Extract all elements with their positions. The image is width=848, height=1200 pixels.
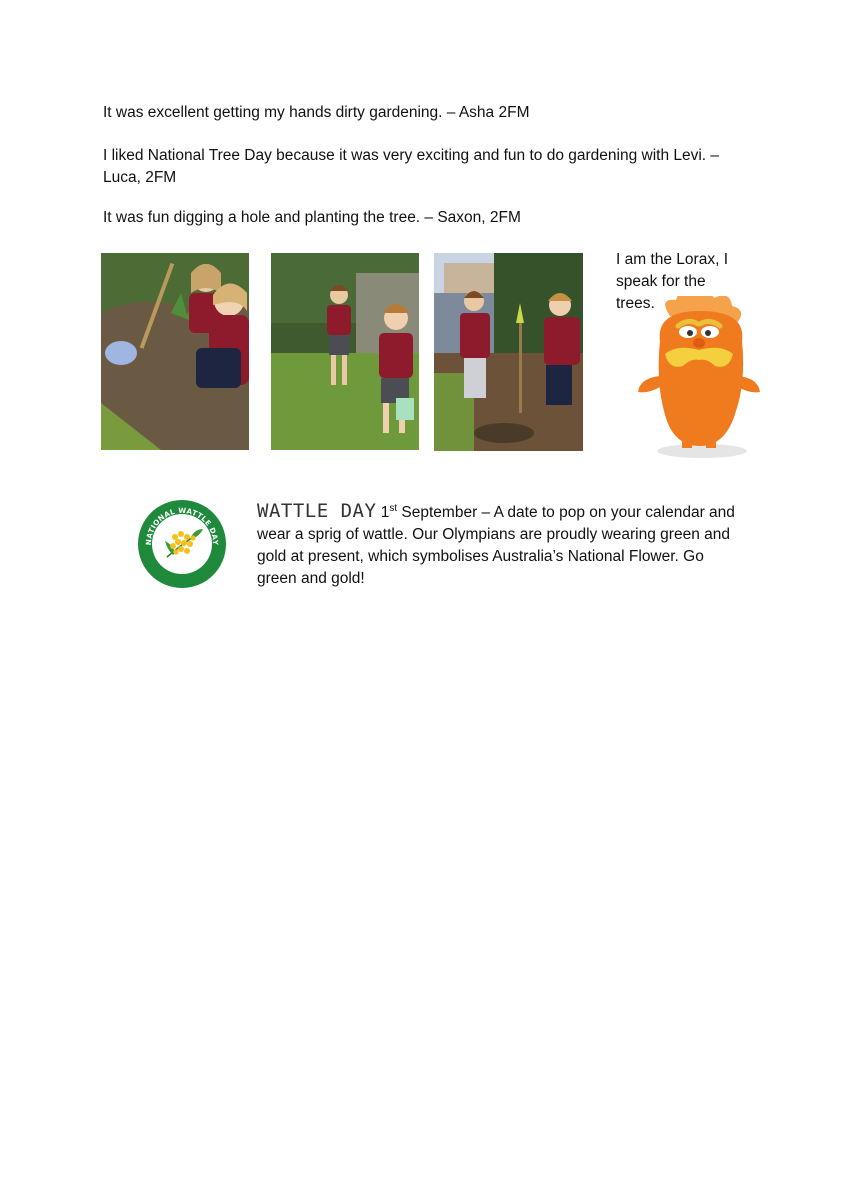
logo-ring-bottom-text: 1 September <box>159 555 205 572</box>
wattle-day-suffix: st <box>389 502 398 514</box>
wattle-day-paragraph <box>257 500 747 590</box>
quote-asha: It was excellent getting my hands dirty gardening. – Asha 2FM <box>103 104 530 121</box>
lorax-caption: I am the Lorax, I speak for the trees. <box>616 251 728 312</box>
logo-ring-top-text: NATIONAL WATTLE DAY <box>143 505 221 546</box>
wattle-day-body: September – A date to pop on your calendar and wear a sprig of wattle. Our Olympians are proudly wearing green and gold at present, which symbolises Australia’s National Flower. Go green and gold! <box>257 504 735 587</box>
national-wattle-day-logo <box>137 499 227 589</box>
quote-luca: I liked National Tree Day because it was very exciting and fun to do gardening with Levi. – Luca, 2FM <box>103 147 720 186</box>
lorax-illustration <box>630 296 760 460</box>
wattle-day-number: 1 <box>380 504 390 521</box>
photo-boys-with-tree <box>434 253 583 451</box>
photo-boys-planting <box>271 253 419 450</box>
quote-saxon: It was fun digging a hole and planting the tree. – Saxon, 2FM <box>103 209 521 226</box>
photo-girls-planting <box>101 253 249 450</box>
wattle-day-heading: WATTLE DAY <box>257 500 377 522</box>
